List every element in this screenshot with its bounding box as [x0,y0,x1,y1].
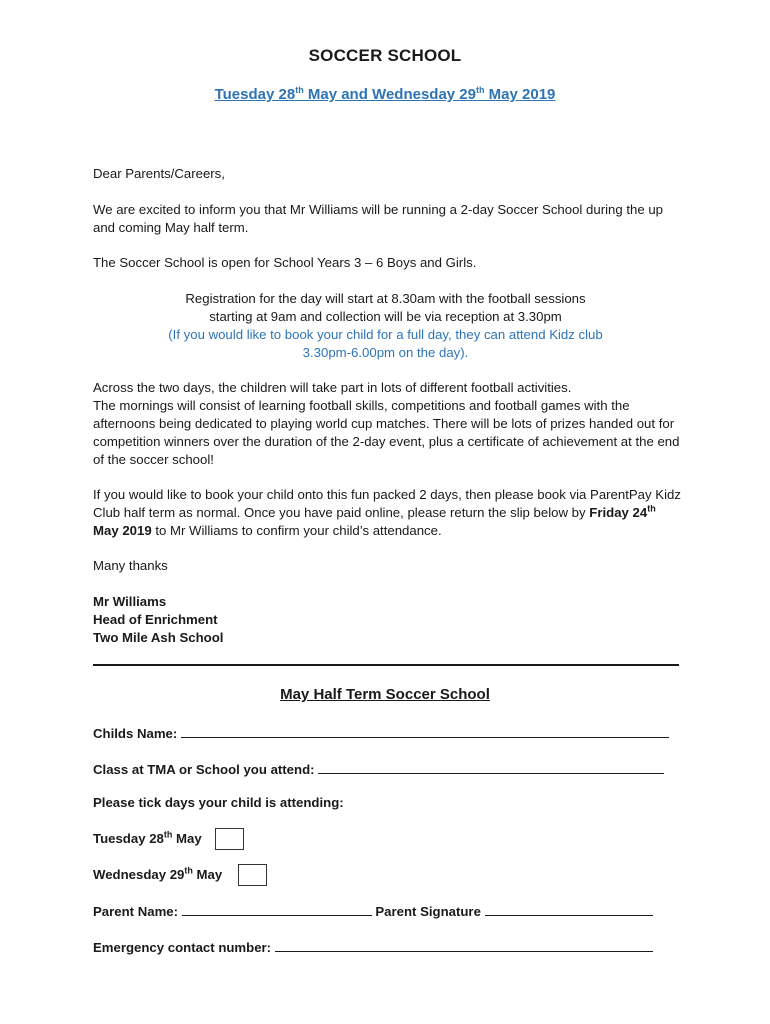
emergency-contact-field[interactable] [275,938,653,952]
emergency-row [93,938,653,955]
emergency-contact-label: Emergency contact number: [93,940,272,955]
tick-prompt: Please tick days your child is attending: [93,795,344,810]
registration-line-1: Registration for the day will start at 8.30am with the football sessions [185,291,586,306]
booking-date: Friday 24 [589,505,648,520]
registration-line-2: starting at 9am and collection will be via reception at 3.30pm [209,309,562,324]
intro-paragraph: We are excited to inform you that Mr Williams will be running a 2-day Soccer School during the up and coming May half term. [93,202,664,235]
wednesday-sup: th [184,865,193,876]
subtitle-sup2: th [476,85,485,95]
wednesday-label-end: May [192,867,223,882]
tuesday-option [93,831,202,846]
wednesday-checkbox[interactable] [238,864,267,886]
parent-row [93,902,653,919]
event-dates-subtitle [0,86,770,103]
booking-date-end: May 2019 [93,523,152,538]
subtitle-part1: Tuesday 28 [214,86,296,103]
registration-block [93,290,678,362]
parent-signature-field[interactable] [485,902,653,916]
class-field[interactable] [318,760,664,774]
kidz-club-line-1: (If you would like to book your child for a full day, they can attend Kidz club [168,327,603,342]
subtitle-part2: May and Wednesday 29 [303,86,476,103]
booking-text-pre: If you would like to book your child onto this fun packed 2 days, then please book via ParentPay Kidz Club half term as normal. Once you have paid online, please return the slip below by [93,487,681,520]
activities-line: Across the two days, the children will take part in lots of different football activities. [93,380,572,395]
page-title: SOCCER SCHOOL [308,46,462,65]
tuesday-checkbox[interactable] [215,828,244,850]
booking-date-sup: th [647,503,656,514]
sign-off: Many thanks [93,558,168,573]
childs-name-label: Childs Name: [93,726,178,741]
wednesday-option [93,867,222,882]
childs-name-row [93,724,669,741]
parent-name-label: Parent Name: [93,904,179,919]
tuesday-label-end: May [172,831,202,846]
class-label: Class at TMA or School you attend: [93,762,315,777]
cut-line-divider [93,664,679,666]
wednesday-label: Wednesday 29 [93,867,185,882]
subtitle-sup1: th [295,85,304,95]
parent-signature-label: Parent Signature [375,904,481,919]
kidz-club-line-2: 3.30pm-6.00pm on the day). [302,345,469,360]
signature-block [93,593,683,647]
tuesday-label: Tuesday 28 [93,831,164,846]
childs-name-field[interactable] [181,724,669,738]
signatory-name: Mr Williams [93,594,167,609]
mornings-paragraph: The mornings will consist of learning football skills, competitions and football games with the afternoons being dedicated to playing world cup matches. There will be lots of prizes handed out for competition winners over the duration of the 2-day event, plus a certificate of achievement at the end of the soccer school! [93,398,680,467]
form-title: May Half Term Soccer School [280,686,490,703]
signatory-school: Two Mile Ash School [93,630,224,645]
parent-name-field[interactable] [182,902,372,916]
signatory-role: Head of Enrichment [93,612,218,627]
booking-paragraph [93,486,683,540]
activities-block [93,379,683,469]
class-row [93,760,664,777]
tuesday-sup: th [163,829,173,840]
open-to-paragraph: The Soccer School is open for School Years 3 – 6 Boys and Girls. [93,255,477,270]
booking-text-post: to Mr Williams to confirm your child’s attendance. [151,523,442,538]
subtitle-part3: May 2019 [484,86,556,103]
greeting: Dear Parents/Careers, [93,166,225,181]
